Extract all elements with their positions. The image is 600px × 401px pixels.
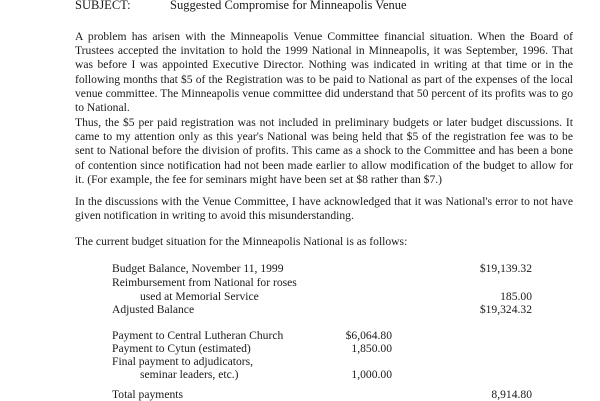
payment-cytun-value: 1,850.00 <box>351 342 392 355</box>
final-payment-value: 1,000.00 <box>351 368 392 381</box>
subject-label: SUBJECT: <box>75 0 131 12</box>
final-payment-label-line2: seminar leaders, etc.) <box>140 368 239 381</box>
paragraph-budget-intro: The current budget situation for the Minneapolis National is as follows: <box>75 235 408 248</box>
budget-balance-value: $19,139.32 <box>479 262 532 275</box>
total-payments-label: Total payments <box>112 388 183 401</box>
reimbursement-label-line1: Reimbursement from National for roses <box>112 276 297 289</box>
reimbursement-value: 185.00 <box>500 290 532 303</box>
adjusted-balance-value: $19,324.32 <box>479 303 532 316</box>
budget-balance-label: Budget Balance, November 11, 1999 <box>112 262 284 275</box>
subject-line <box>75 0 407 13</box>
reimbursement-label-line2: used at Memorial Service <box>140 290 259 303</box>
payment-cytun-label: Payment to Cytun (estimated) <box>112 342 251 355</box>
total-payments-value: 8,914.80 <box>491 388 532 401</box>
paragraph-registration-fee: Thus, the $5 per paid registration was not included in preliminary budgets or later budget discussions. It came to my attention only as this year's National was being held that $5 of the registration fee was to be sent to National before the division of profits. This came as a shock to the Committee and has been a bone of contention since notification had not been made earlier to allow modification of the budget to allow for it. (For example, the fee for seminars might have been set at $8 rather than $7.) <box>75 116 573 186</box>
paragraph-acknowledgement: In the discussions with the Venue Committee, I have acknowledged that it was National's error to not have given notification in writing to avoid this misunderstanding. <box>75 195 573 223</box>
payment-church-label: Payment to Central Lutheran Church <box>112 329 284 342</box>
subject-text: Suggested Compromise for Minneapolis Venue <box>170 0 407 12</box>
paragraph-problem: A problem has arisen with the Minneapolis Venue Committee financial situation. When the Board of Trustees accepted the invitation to hold the 1999 National in Minneapolis, it was September, 1996. That was before I was appointed Executive Director. Nothing was indicated in writing at that time or in the following months that $5 of the Registration was to be paid to National as part of the expenses of the local venue committee. The Minneapolis venue committee did understand that 50 percent of its profits was to go to National. <box>75 30 573 115</box>
payment-church-value: $6,064.80 <box>345 329 392 342</box>
final-payment-label-line1: Final payment to adjudicators, <box>112 355 254 368</box>
adjusted-balance-label: Adjusted Balance <box>112 303 195 316</box>
